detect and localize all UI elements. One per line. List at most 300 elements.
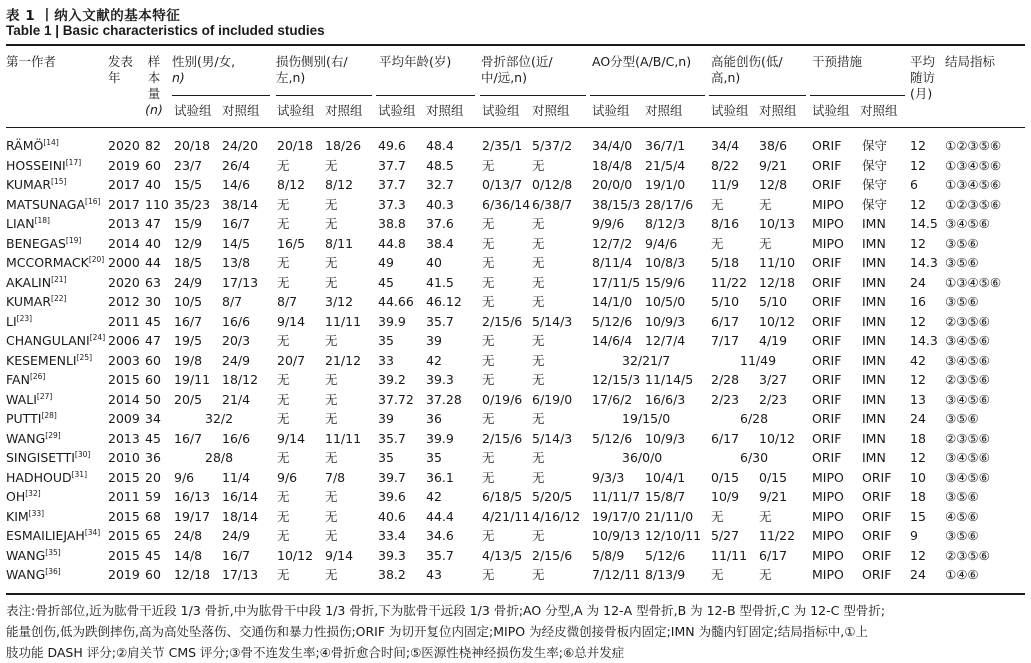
header-energy-l2: 高,n) bbox=[711, 70, 741, 85]
cell-age-e: 44.66 bbox=[378, 294, 414, 309]
cell-ao-c: 15/8/7 bbox=[645, 489, 686, 504]
cell-n: 40 bbox=[145, 235, 161, 251]
cell-year: 2015 bbox=[108, 528, 140, 543]
bottom-rule bbox=[6, 593, 1025, 595]
cell-en-e: 无 bbox=[711, 508, 724, 524]
cell-age-e: 45 bbox=[378, 274, 394, 290]
cell-out: ①④⑥ bbox=[945, 567, 979, 582]
cell-age-c: 37.6 bbox=[426, 216, 454, 231]
cell-ao-e: 17/6/2 bbox=[592, 391, 633, 407]
cell-ao-c: 12/7/4 bbox=[645, 333, 686, 348]
cell-sex-e: 19/8 bbox=[174, 352, 203, 368]
cell-int-e: MIPO bbox=[812, 508, 844, 524]
cell-site-c: 5/37/2 bbox=[532, 138, 573, 153]
cell-side-e: 无 bbox=[277, 372, 290, 387]
cell-ao-e: 14/1/0 bbox=[592, 294, 633, 309]
cell-side-c: 无 bbox=[325, 508, 338, 524]
cell-side-e: 无 bbox=[277, 157, 290, 173]
cell-site-e: 6/18/5 bbox=[482, 489, 523, 504]
header-author: 第一作者 bbox=[6, 54, 57, 69]
cell-en-e: 2/28 bbox=[711, 372, 740, 387]
cell-en-c: 11/22 bbox=[759, 528, 796, 543]
author-name: WALI bbox=[6, 391, 37, 407]
cell-en-c: 6/17 bbox=[759, 547, 788, 563]
cell-site-e: 无 bbox=[482, 372, 495, 387]
cell-ao-e: 5/8/9 bbox=[592, 547, 625, 563]
cell-age-c: 39.3 bbox=[426, 372, 454, 387]
cell-n: 60 bbox=[145, 372, 161, 387]
cell-en-e: 5/10 bbox=[711, 294, 740, 309]
citation-ref: [30] bbox=[74, 449, 91, 459]
citation-ref: [16] bbox=[85, 196, 101, 206]
cell-site-e: 无 bbox=[482, 469, 495, 485]
cell-int-c: IMN bbox=[862, 372, 886, 387]
cell-site-c: 6/38/7 bbox=[532, 196, 573, 212]
cell-age-e: 39.6 bbox=[378, 489, 406, 504]
cell-en-c: 无 bbox=[759, 235, 772, 251]
subheader-rule-side bbox=[276, 95, 372, 96]
cell-int-c: IMN bbox=[862, 294, 886, 309]
cell-out: ①②③⑤⑥ bbox=[945, 196, 1002, 212]
cell-en-e: 无 bbox=[711, 567, 724, 582]
cell-sex-e: 20/18 bbox=[174, 138, 211, 153]
cell-site-c: 5/20/5 bbox=[532, 489, 573, 504]
cell-int-e: MIPO bbox=[812, 528, 844, 543]
cell-side-e: 无 bbox=[277, 391, 290, 407]
cell-age-e: 37.7 bbox=[378, 157, 406, 173]
cell-site-c: 无 bbox=[532, 469, 545, 485]
cell-sex-merged: 28/8 bbox=[205, 450, 234, 465]
cell-site-e: 无 bbox=[482, 294, 495, 309]
cell-sex-e: 35/23 bbox=[174, 196, 211, 212]
cell-author bbox=[6, 176, 66, 193]
cell-fu: 24 bbox=[910, 274, 926, 290]
cell-age-e: 37.72 bbox=[378, 391, 414, 407]
cell-fu: 6 bbox=[910, 177, 918, 192]
cell-int-e: ORIF bbox=[812, 450, 842, 465]
header-follow-l3: (月) bbox=[910, 86, 933, 101]
header-n-l3: 量 bbox=[147, 86, 161, 101]
cell-int-e: ORIF bbox=[812, 333, 842, 348]
cell-fu: 14.3 bbox=[910, 333, 938, 348]
cell-age-e: 44.8 bbox=[378, 235, 406, 251]
cell-ao-c: 16/6/3 bbox=[645, 391, 686, 407]
cell-author bbox=[6, 215, 50, 232]
cell-sex-e: 19/17 bbox=[174, 508, 211, 524]
header-year-l1: 发表 bbox=[108, 54, 134, 69]
cell-en-e: 6/17 bbox=[711, 313, 740, 329]
cell-ao-e: 10/9/13 bbox=[592, 528, 641, 543]
cell-out: ③⑤⑥ bbox=[945, 235, 979, 251]
cell-author bbox=[6, 313, 32, 330]
header-year-l2: 年 bbox=[108, 70, 121, 85]
cell-en-c: 10/12 bbox=[759, 313, 796, 329]
cell-site-c: 无 bbox=[532, 157, 545, 173]
cell-en-c: 3/27 bbox=[759, 372, 788, 387]
cell-sex-e: 19/11 bbox=[174, 372, 211, 387]
cell-en-e: 7/17 bbox=[711, 333, 740, 348]
cell-fu: 12 bbox=[910, 138, 926, 153]
cell-en-e: 8/16 bbox=[711, 216, 740, 231]
cell-side-c: 无 bbox=[325, 157, 338, 173]
header-site-l2: 中/远,n) bbox=[481, 70, 527, 85]
cell-side-e: 9/14 bbox=[277, 313, 306, 329]
cell-en-c: 无 bbox=[759, 196, 772, 212]
header-intervention: 干预措施 bbox=[812, 54, 863, 69]
cell-n: 47 bbox=[145, 333, 161, 348]
cell-age-c: 42 bbox=[426, 489, 442, 504]
cell-out: ③⑤⑥ bbox=[945, 294, 979, 309]
author-name: KESEMENLI bbox=[6, 352, 77, 368]
cell-author bbox=[6, 254, 104, 271]
cell-site-e: 0/19/6 bbox=[482, 391, 523, 407]
author-name: LIAN bbox=[6, 216, 35, 231]
header-n-l1: 样 bbox=[147, 54, 161, 69]
cell-side-c: 无 bbox=[325, 450, 338, 465]
cell-ao-merged: 19/15/0 bbox=[622, 411, 671, 426]
cell-sex-c: 16/14 bbox=[222, 489, 259, 504]
cell-n: 60 bbox=[145, 567, 161, 582]
citation-ref: [19] bbox=[65, 235, 82, 245]
cell-ao-e: 9/3/3 bbox=[592, 469, 625, 485]
cell-ao-e: 18/4/8 bbox=[592, 157, 633, 173]
citation-ref: [32] bbox=[25, 488, 41, 498]
cell-fu: 12 bbox=[910, 235, 926, 251]
cell-sex-c: 14/6 bbox=[222, 177, 251, 192]
cell-int-e: ORIF bbox=[812, 372, 842, 387]
cell-side-e: 9/6 bbox=[277, 469, 298, 485]
cell-int-e: MIPO bbox=[812, 196, 844, 212]
cell-int-e: ORIF bbox=[812, 274, 842, 290]
cell-ao-c: 8/12/3 bbox=[645, 216, 686, 231]
header-ao: AO分型(A/B/C,n) bbox=[592, 54, 692, 69]
cell-site-e: 2/15/6 bbox=[482, 313, 523, 329]
table-row bbox=[0, 156, 1031, 176]
header-n bbox=[145, 54, 163, 118]
subheader-rule-intervention bbox=[810, 95, 905, 96]
table-row bbox=[0, 565, 1031, 585]
cell-site-e: 无 bbox=[482, 333, 495, 348]
cell-en-merged: 11/49 bbox=[740, 352, 777, 368]
cell-author bbox=[6, 547, 61, 564]
cell-sex-e: 19/5 bbox=[174, 333, 203, 348]
cell-year: 2019 bbox=[108, 157, 140, 173]
cell-n: 40 bbox=[145, 177, 161, 192]
table-row bbox=[0, 175, 1031, 195]
citation-ref: [28] bbox=[41, 410, 57, 420]
cell-site-c: 无 bbox=[532, 216, 545, 231]
sub-int-exp: 试验组 bbox=[812, 103, 850, 118]
cell-age-c: 35.7 bbox=[426, 547, 454, 563]
subheader-rule-site bbox=[480, 95, 586, 96]
cell-site-e: 4/13/5 bbox=[482, 547, 523, 563]
cell-sex-c: 16/6 bbox=[222, 313, 251, 329]
table-row bbox=[0, 507, 1031, 527]
cell-site-c: 4/16/12 bbox=[532, 508, 581, 524]
cell-ao-e: 9/9/6 bbox=[592, 216, 625, 231]
cell-n: 82 bbox=[145, 138, 161, 153]
cell-author bbox=[6, 430, 61, 447]
cell-site-e: 6/36/14 bbox=[482, 196, 531, 212]
cell-age-e: 35 bbox=[378, 333, 394, 348]
cell-site-c: 无 bbox=[532, 450, 545, 465]
cell-ao-c: 21/5/4 bbox=[645, 157, 686, 173]
cell-author bbox=[6, 137, 59, 154]
cell-site-e: 无 bbox=[482, 450, 495, 465]
cell-site-e: 无 bbox=[482, 567, 495, 582]
cell-fu: 12 bbox=[910, 547, 926, 563]
cell-side-c: 18/26 bbox=[325, 138, 362, 153]
cell-year: 2019 bbox=[108, 567, 140, 582]
cell-n: 59 bbox=[145, 489, 161, 504]
cell-out: ①③④⑤⑥ bbox=[945, 157, 1002, 173]
cell-int-c: 保守 bbox=[862, 177, 888, 192]
cell-site-e: 无 bbox=[482, 274, 495, 290]
cell-author bbox=[6, 332, 105, 349]
cell-out: ③④⑤⑥ bbox=[945, 333, 990, 348]
cell-n: 44 bbox=[145, 255, 161, 270]
cell-int-c: 保守 bbox=[862, 196, 888, 212]
cell-author bbox=[6, 352, 92, 369]
cell-en-c: 10/12 bbox=[759, 430, 796, 446]
cell-site-c: 无 bbox=[532, 274, 545, 290]
cell-author bbox=[6, 410, 57, 427]
cell-site-c: 5/14/3 bbox=[532, 430, 573, 446]
cell-sex-c: 20/3 bbox=[222, 333, 251, 348]
table-row bbox=[0, 234, 1031, 254]
cell-n: 34 bbox=[145, 411, 161, 426]
author-name: SINGISETTI bbox=[6, 450, 75, 465]
cell-sex-e: 23/7 bbox=[174, 157, 203, 173]
cell-ao-c: 21/11/0 bbox=[645, 508, 694, 524]
cell-fu: 12 bbox=[910, 157, 926, 173]
cell-out: ③④⑤⑥ bbox=[945, 216, 990, 231]
cell-fu: 12 bbox=[910, 372, 926, 387]
cell-ao-c: 10/5/0 bbox=[645, 294, 686, 309]
cell-year: 2020 bbox=[108, 138, 140, 153]
cell-side-e: 20/18 bbox=[277, 138, 314, 153]
cell-fu: 14.5 bbox=[910, 216, 938, 231]
cell-year: 2014 bbox=[108, 391, 140, 407]
citation-ref: [23] bbox=[16, 313, 33, 323]
cell-year: 2017 bbox=[108, 177, 140, 192]
cell-side-c: 11/11 bbox=[325, 313, 362, 329]
cell-site-c: 无 bbox=[532, 528, 545, 543]
cell-sex-c: 16/7 bbox=[222, 547, 251, 563]
cell-int-e: ORIF bbox=[812, 157, 842, 173]
cell-side-c: 无 bbox=[325, 391, 338, 407]
cell-side-c: 无 bbox=[325, 274, 338, 290]
cell-int-c: ORIF bbox=[862, 489, 892, 504]
cell-age-c: 48.4 bbox=[426, 138, 454, 153]
subheader-rule-energy bbox=[709, 95, 806, 96]
cell-age-e: 37.3 bbox=[378, 196, 406, 212]
cell-side-e: 无 bbox=[277, 567, 290, 582]
citation-ref: [36] bbox=[45, 566, 61, 576]
cell-en-c: 4/19 bbox=[759, 333, 788, 348]
cell-int-c: IMN bbox=[862, 313, 886, 329]
cell-age-c: 35.7 bbox=[426, 313, 454, 329]
cell-side-c: 3/12 bbox=[325, 294, 354, 309]
cell-site-c: 无 bbox=[532, 235, 545, 251]
cell-age-c: 44.4 bbox=[426, 508, 454, 524]
cell-en-c: 9/21 bbox=[759, 489, 788, 504]
cell-en-e: 2/23 bbox=[711, 391, 740, 407]
cell-sex-merged: 32/2 bbox=[205, 411, 234, 426]
table-row bbox=[0, 273, 1031, 293]
cell-fu: 10 bbox=[910, 469, 926, 485]
cell-ao-c: 36/7/1 bbox=[645, 138, 686, 153]
cell-int-e: ORIF bbox=[812, 255, 842, 270]
cell-out: ③④⑤⑥ bbox=[945, 352, 990, 368]
header-year bbox=[108, 54, 133, 86]
cell-sex-c: 38/14 bbox=[222, 196, 259, 212]
header-age: 平均年龄(岁) bbox=[379, 54, 452, 69]
header-outcome: 结局指标 bbox=[945, 54, 996, 69]
cell-ao-e: 5/12/6 bbox=[592, 430, 633, 446]
cell-sex-e: 12/18 bbox=[174, 567, 211, 582]
table-row bbox=[0, 195, 1031, 215]
table-row bbox=[0, 390, 1031, 410]
cell-int-e: ORIF bbox=[812, 430, 842, 446]
cell-author bbox=[6, 508, 44, 525]
cell-fu: 18 bbox=[910, 489, 926, 504]
author-name: RÄMÖ bbox=[6, 138, 44, 153]
header-sex bbox=[172, 54, 235, 86]
author-name: KUMAR bbox=[6, 294, 52, 309]
cell-ao-c: 10/9/3 bbox=[645, 313, 686, 329]
cell-age-c: 46.12 bbox=[426, 294, 462, 309]
cell-n: 65 bbox=[145, 528, 161, 543]
cell-sex-e: 20/5 bbox=[174, 391, 203, 407]
cell-int-c: IMN bbox=[862, 255, 886, 270]
author-name: BENEGAS bbox=[6, 235, 66, 251]
cell-ao-e: 34/4/0 bbox=[592, 138, 633, 153]
subheader-rule-ao bbox=[590, 95, 705, 96]
cell-site-c: 无 bbox=[532, 255, 545, 270]
header-follow-l1: 平均 bbox=[910, 54, 936, 69]
header-follow bbox=[910, 54, 935, 102]
author-name: KIM bbox=[6, 508, 29, 524]
cell-author bbox=[6, 449, 90, 466]
cell-age-e: 38.2 bbox=[378, 567, 406, 582]
cell-side-e: 无 bbox=[277, 255, 290, 270]
cell-author bbox=[6, 488, 41, 505]
cell-int-c: ORIF bbox=[862, 547, 892, 563]
cell-site-e: 无 bbox=[482, 411, 495, 426]
cell-ao-e: 11/11/7 bbox=[592, 489, 641, 504]
cell-ao-e: 7/12/11 bbox=[592, 567, 641, 582]
cell-author bbox=[6, 293, 66, 310]
cell-side-c: 11/11 bbox=[325, 430, 362, 446]
cell-age-c: 32.7 bbox=[426, 177, 454, 192]
cell-sex-c: 18/12 bbox=[222, 372, 259, 387]
cell-year: 2012 bbox=[108, 294, 140, 309]
cell-ao-c: 9/4/6 bbox=[645, 235, 678, 251]
table-row bbox=[0, 409, 1031, 429]
cell-int-c: ORIF bbox=[862, 528, 892, 543]
table-row bbox=[0, 214, 1031, 234]
cell-age-c: 35 bbox=[426, 450, 442, 465]
cell-age-e: 49 bbox=[378, 255, 394, 270]
cell-age-e: 38.8 bbox=[378, 216, 406, 231]
cell-side-c: 无 bbox=[325, 411, 338, 426]
cell-fu: 13 bbox=[910, 391, 926, 407]
sub-sex-ctl: 对照组 bbox=[222, 103, 260, 118]
citation-ref: [25] bbox=[76, 352, 93, 362]
cell-site-c: 0/12/8 bbox=[532, 177, 573, 192]
cell-sex-e: 16/13 bbox=[174, 489, 211, 504]
cell-sex-c: 18/14 bbox=[222, 508, 259, 524]
cell-age-e: 35.7 bbox=[378, 430, 406, 446]
cell-sex-e: 9/6 bbox=[174, 469, 195, 485]
cell-out: ③⑤⑥ bbox=[945, 411, 979, 426]
cell-site-c: 无 bbox=[532, 567, 545, 582]
cell-fu: 24 bbox=[910, 411, 926, 426]
cell-side-e: 无 bbox=[277, 528, 290, 543]
cell-ao-e: 20/0/0 bbox=[592, 177, 633, 192]
table-row bbox=[0, 487, 1031, 507]
cell-out: ③④⑤⑥ bbox=[945, 450, 990, 465]
cell-year: 2013 bbox=[108, 430, 140, 446]
cell-side-c: 8/11 bbox=[325, 235, 354, 251]
cell-site-c: 5/14/3 bbox=[532, 313, 573, 329]
header-site-l1: 骨折部位(近/ bbox=[481, 54, 553, 69]
cell-site-e: 无 bbox=[482, 352, 495, 368]
table-caption-cn: 表 1 丨纳入文献的基本特征 bbox=[6, 8, 181, 24]
cell-en-c: 2/23 bbox=[759, 391, 788, 407]
cell-age-c: 42 bbox=[426, 352, 442, 368]
cell-year: 2011 bbox=[108, 489, 140, 504]
cell-age-c: 39 bbox=[426, 333, 442, 348]
cell-age-c: 36.1 bbox=[426, 469, 454, 485]
cell-sex-e: 15/9 bbox=[174, 216, 203, 231]
cell-site-c: 无 bbox=[532, 333, 545, 348]
sub-age-exp: 试验组 bbox=[378, 103, 416, 118]
cell-side-e: 无 bbox=[277, 450, 290, 465]
cell-int-c: IMN bbox=[862, 450, 886, 465]
cell-sex-c: 8/7 bbox=[222, 294, 243, 309]
cell-site-c: 无 bbox=[532, 411, 545, 426]
cell-int-c: IMN bbox=[862, 391, 886, 407]
cell-n: 45 bbox=[145, 547, 161, 563]
cell-side-e: 无 bbox=[277, 411, 290, 426]
cell-age-c: 34.6 bbox=[426, 528, 454, 543]
author-name: MATSUNAGA bbox=[6, 196, 86, 212]
cell-sex-e: 12/9 bbox=[174, 235, 203, 251]
sub-side-exp: 试验组 bbox=[277, 103, 315, 118]
cell-sex-c: 16/7 bbox=[222, 216, 251, 231]
cell-site-e: 无 bbox=[482, 255, 495, 270]
cell-sex-e: 14/8 bbox=[174, 547, 203, 563]
cell-age-e: 39.7 bbox=[378, 469, 406, 485]
cell-side-c: 无 bbox=[325, 567, 338, 582]
cell-side-c: 无 bbox=[325, 333, 338, 348]
cell-side-e: 无 bbox=[277, 216, 290, 231]
cell-year: 2003 bbox=[108, 352, 140, 368]
cell-sex-c: 17/13 bbox=[222, 567, 259, 582]
author-name: HADHOUD bbox=[6, 469, 72, 485]
cell-side-e: 无 bbox=[277, 196, 290, 212]
cell-fu: 12 bbox=[910, 196, 926, 212]
cell-fu: 18 bbox=[910, 430, 926, 446]
cell-ao-c: 12/10/11 bbox=[645, 528, 702, 543]
cell-en-merged: 6/28 bbox=[740, 411, 769, 426]
sub-age-ctl: 对照组 bbox=[426, 103, 464, 118]
cell-author bbox=[6, 157, 81, 174]
citation-ref: [22] bbox=[51, 293, 67, 303]
cell-side-c: 21/12 bbox=[325, 352, 362, 368]
